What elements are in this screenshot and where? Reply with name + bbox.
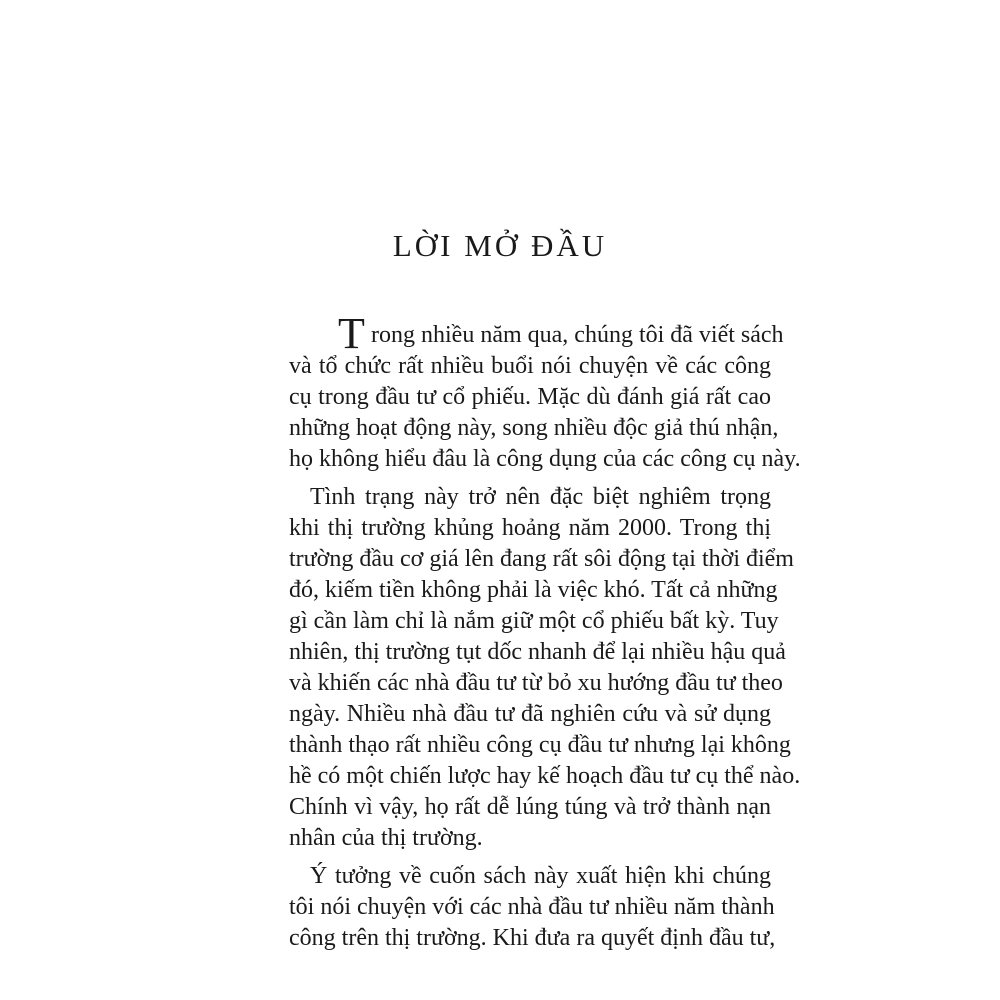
text-line: gì cần làm chỉ là nắm giữ một cổ phiếu bất kỳ. Tuy xyxy=(289,608,779,634)
text-line: và tổ chức rất nhiều buổi nói chuyện về các công xyxy=(289,353,771,379)
text-line: Tình trạng này trở nên đặc biệt nghiêm trọng xyxy=(310,484,771,510)
text-line: Ý tưởng về cuốn sách này xuất hiện khi chúng xyxy=(310,863,771,889)
text-line: tôi nói chuyện với các nhà đầu tư nhiều năm thành xyxy=(289,894,775,920)
chapter-title: LỜI MỞ ĐẦU xyxy=(392,228,608,263)
text-line: trường đầu cơ giá lên đang rất sôi động tại thời điểm xyxy=(289,546,794,572)
text-line: thành thạo rất nhiều công cụ đầu tư nhưng lại không xyxy=(289,732,791,758)
text-line: họ không hiểu đâu là công dụng của các công cụ này. xyxy=(289,446,801,472)
text-line: công trên thị trường. Khi đưa ra quyết định đầu tư, xyxy=(289,925,776,951)
text-line: nhân của thị trường. xyxy=(289,825,483,851)
text-line: hề có một chiến lược hay kế hoạch đầu tư cụ thể nào. xyxy=(289,763,801,789)
text-line: ngày. Nhiều nhà đầu tư đã nghiên cứu và sử dụng xyxy=(289,701,771,727)
text-line: đó, kiếm tiền không phải là việc khó. Tất cả những xyxy=(289,577,778,603)
drop-cap-letter: T xyxy=(338,309,365,358)
text-line: và khiến các nhà đầu tư từ bỏ xu hướng đầu tư theo xyxy=(289,670,783,696)
text-line: cụ trong đầu tư cổ phiếu. Mặc dù đánh giá rất cao xyxy=(289,384,771,410)
text-line: nhiên, thị trường tụt dốc nhanh để lại nhiều hậu quả xyxy=(289,639,786,665)
text-line: rong nhiều năm qua, chúng tôi đã viết sách xyxy=(371,322,784,348)
text-line: Chính vì vậy, họ rất dễ lúng túng và trở thành nạn xyxy=(289,794,771,820)
text-line: khi thị trường khủng hoảng năm 2000. Trong thị xyxy=(289,515,771,541)
text-line: những hoạt động này, song nhiều độc giả thú nhận, xyxy=(289,415,779,441)
